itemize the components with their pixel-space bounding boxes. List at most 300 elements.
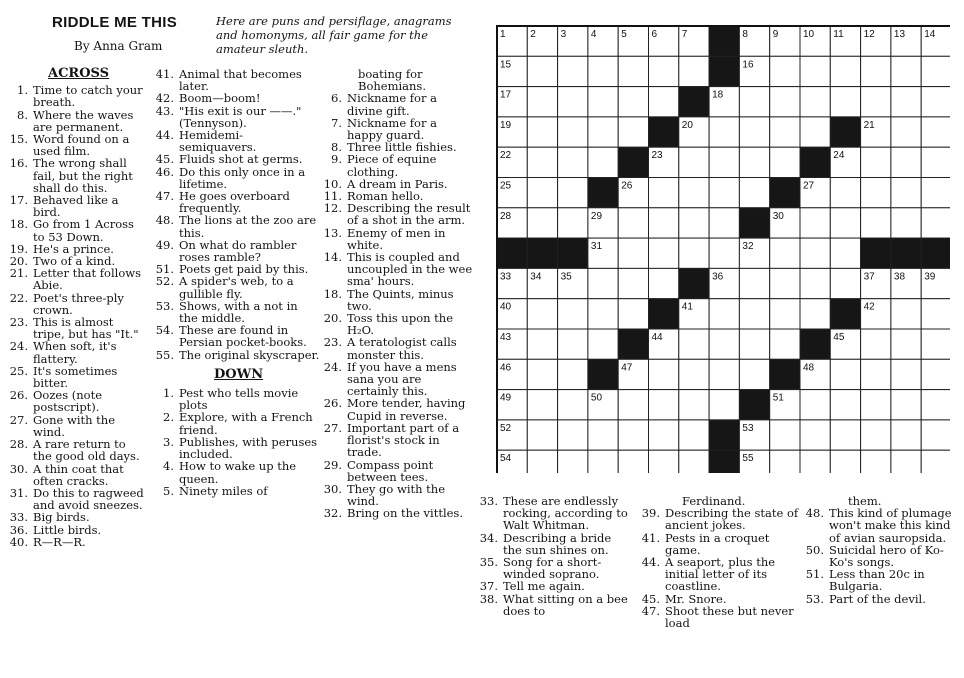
across-clue bbox=[4, 536, 144, 548]
clue-number: 8. bbox=[331, 140, 342, 155]
down-heading: DOWN bbox=[214, 366, 264, 382]
down-clue bbox=[474, 580, 632, 592]
clue-text: A seaport, plus the initial letter of its coastline. bbox=[665, 555, 776, 594]
clue-text: A rare return to the good old days. bbox=[33, 437, 140, 464]
clue-text: Describing a bride the sun shines on. bbox=[503, 530, 612, 557]
grid-cell[interactable] bbox=[921, 178, 950, 208]
grid-cell[interactable] bbox=[770, 238, 800, 268]
clue-text: It's sometimes bitter. bbox=[33, 363, 118, 391]
grid-cell[interactable] bbox=[921, 420, 950, 450]
grid-cell[interactable] bbox=[830, 359, 860, 389]
down-clue bbox=[474, 556, 632, 580]
grid-cell[interactable] bbox=[558, 450, 588, 473]
across-clue bbox=[4, 292, 144, 316]
across-clue bbox=[150, 300, 320, 324]
grid-cell[interactable] bbox=[921, 329, 950, 359]
clue-text: "His exit is our ——." (Tennyson). bbox=[179, 103, 302, 130]
clue-text: Enemy of men in white. bbox=[347, 225, 446, 252]
down-clue bbox=[150, 411, 320, 435]
grid-cell[interactable] bbox=[558, 87, 588, 117]
grid-cell[interactable] bbox=[861, 87, 891, 117]
grid-cell[interactable] bbox=[649, 359, 679, 389]
down-clue bbox=[636, 605, 802, 629]
across-clue bbox=[4, 109, 144, 133]
across-clue bbox=[150, 166, 320, 190]
black-square bbox=[709, 420, 739, 450]
grid-cell[interactable] bbox=[921, 450, 950, 473]
cell-number: 34 bbox=[530, 271, 542, 283]
down-clue bbox=[318, 422, 474, 459]
clue-number: 30. bbox=[9, 461, 28, 476]
clue-number: 33. bbox=[9, 510, 28, 525]
grid-cell[interactable] bbox=[891, 299, 921, 329]
clue-text: Poet's three-ply crown. bbox=[33, 290, 124, 317]
grid-cell[interactable] bbox=[800, 117, 830, 147]
clue-text: Two of a kind. bbox=[33, 254, 116, 269]
grid-cell[interactable] bbox=[830, 420, 860, 450]
grid-cell[interactable] bbox=[770, 147, 800, 177]
clue-text: A spider's web, to a gullible fly. bbox=[179, 274, 294, 301]
clue-number: 43. bbox=[155, 103, 174, 118]
grid-cell[interactable] bbox=[739, 117, 769, 147]
clue-text: A teratologist calls monster this. bbox=[347, 335, 457, 362]
grid-cell[interactable] bbox=[588, 420, 618, 450]
clue-number: 20. bbox=[9, 254, 28, 269]
grid-cell[interactable] bbox=[891, 208, 921, 238]
clue-number: 1. bbox=[17, 83, 28, 98]
grid-cell[interactable] bbox=[618, 208, 648, 238]
grid-cell[interactable] bbox=[558, 178, 588, 208]
black-square bbox=[649, 117, 679, 147]
grid-cell[interactable] bbox=[649, 178, 679, 208]
grid-cell[interactable] bbox=[830, 56, 860, 86]
clue-text: How to wake up the queen. bbox=[179, 459, 297, 486]
clue-text: He goes overboard frequently. bbox=[179, 189, 290, 216]
grid-cell[interactable] bbox=[527, 178, 557, 208]
grid-cell[interactable] bbox=[709, 178, 739, 208]
grid-cell[interactable] bbox=[618, 56, 648, 86]
grid-cell[interactable] bbox=[709, 117, 739, 147]
clue-number: 45. bbox=[155, 152, 174, 167]
clue-text: This is almost tripe, but has "It." bbox=[33, 315, 139, 342]
grid-cell[interactable] bbox=[679, 56, 709, 86]
clue-number: 9. bbox=[331, 152, 342, 167]
cell-number: 46 bbox=[500, 362, 512, 374]
cell-number: 47 bbox=[621, 362, 633, 374]
black-square bbox=[830, 117, 860, 147]
clue-text: Do this to ragweed and avoid sneezes. bbox=[33, 485, 144, 513]
grid-cell[interactable] bbox=[709, 359, 739, 389]
cell-number: 24 bbox=[833, 150, 845, 162]
black-square bbox=[618, 329, 648, 359]
clue-number: 27. bbox=[323, 420, 342, 435]
clue-number: 38. bbox=[479, 591, 498, 606]
clue-number: 40. bbox=[9, 534, 28, 549]
cell-number: 19 bbox=[500, 119, 512, 131]
clue-text: He's a prince. bbox=[33, 241, 114, 256]
grid-cell[interactable] bbox=[891, 56, 921, 86]
clue-number: 22. bbox=[9, 290, 28, 305]
across-clue bbox=[150, 349, 320, 361]
black-square bbox=[891, 238, 921, 268]
grid-cell[interactable] bbox=[649, 420, 679, 450]
black-square bbox=[770, 359, 800, 389]
clue-text: Boom—boom! bbox=[179, 91, 261, 106]
grid-cell[interactable] bbox=[679, 329, 709, 359]
grid-cell[interactable] bbox=[830, 87, 860, 117]
clue-number: 53. bbox=[155, 298, 174, 313]
grid-cell[interactable] bbox=[861, 450, 891, 473]
grid-cell[interactable] bbox=[588, 56, 618, 86]
grid-cell[interactable] bbox=[527, 117, 557, 147]
grid-cell[interactable] bbox=[527, 56, 557, 86]
grid-cell[interactable] bbox=[770, 299, 800, 329]
clue-text: Three little fishies. bbox=[347, 140, 457, 155]
clue-number: 4. bbox=[163, 459, 174, 474]
grid-cell[interactable] bbox=[618, 238, 648, 268]
down-clue bbox=[318, 227, 474, 251]
down-clue bbox=[474, 495, 632, 532]
grid-cell[interactable] bbox=[588, 329, 618, 359]
grid-cell[interactable] bbox=[527, 420, 557, 450]
grid-cell[interactable] bbox=[679, 178, 709, 208]
clue-number: 41. bbox=[155, 67, 174, 81]
cell-number: 33 bbox=[500, 271, 512, 283]
grid-cell[interactable] bbox=[921, 56, 950, 86]
grid-cell[interactable] bbox=[770, 56, 800, 86]
grid-cell[interactable] bbox=[921, 359, 950, 389]
grid-cell[interactable] bbox=[588, 87, 618, 117]
grid-cell[interactable] bbox=[527, 329, 557, 359]
grid-cell[interactable] bbox=[830, 178, 860, 208]
cell-number: 22 bbox=[500, 150, 512, 162]
clue-number: 15. bbox=[9, 132, 28, 147]
intro-text: Here are puns and persiflage, anagrams and homonyms, all fair game for the amateur sleuth. bbox=[216, 14, 452, 56]
grid-cell[interactable] bbox=[861, 208, 891, 238]
grid-cell[interactable] bbox=[618, 390, 648, 420]
grid-cell[interactable] bbox=[739, 359, 769, 389]
grid-cell[interactable] bbox=[861, 420, 891, 450]
clue-number: 41. bbox=[641, 530, 660, 545]
clue-number: 24. bbox=[323, 359, 342, 374]
grid-cell[interactable] bbox=[679, 147, 709, 177]
cell-number: 55 bbox=[742, 453, 754, 465]
clue-number: 2. bbox=[163, 410, 174, 425]
grid-cell[interactable] bbox=[558, 420, 588, 450]
across-heading: ACROSS bbox=[48, 66, 110, 81]
cell-number: 18 bbox=[712, 89, 724, 101]
black-square bbox=[709, 56, 739, 86]
grid-cell[interactable] bbox=[527, 147, 557, 177]
across-clue bbox=[150, 105, 320, 129]
cell-number: 30 bbox=[772, 210, 784, 222]
grid-cell[interactable] bbox=[739, 87, 769, 117]
cell-number: 35 bbox=[560, 271, 572, 283]
clue-text: Time to catch your breath. bbox=[33, 83, 143, 110]
clue-number: 23. bbox=[9, 315, 28, 330]
grid-cell[interactable] bbox=[588, 450, 618, 473]
grid-cell[interactable] bbox=[527, 208, 557, 238]
puzzle-title: RIDDLE ME THIS bbox=[52, 14, 178, 31]
grid-cell[interactable] bbox=[861, 56, 891, 86]
black-square bbox=[921, 238, 950, 268]
clue-column-1 bbox=[4, 68, 144, 548]
grid-cell[interactable] bbox=[679, 420, 709, 450]
clue-column-2 bbox=[150, 68, 320, 497]
grid-cell[interactable] bbox=[679, 208, 709, 238]
clue-text: Less than 20c in Bulgaria. bbox=[829, 567, 925, 594]
black-square bbox=[830, 299, 860, 329]
grid-cell[interactable] bbox=[588, 299, 618, 329]
grid-cell[interactable] bbox=[891, 147, 921, 177]
grid-cell[interactable] bbox=[558, 208, 588, 238]
grid-cell[interactable] bbox=[649, 450, 679, 473]
cell-number: 9 bbox=[772, 29, 779, 40]
clue-text: What sitting on a bee does to bbox=[503, 591, 628, 618]
grid-cell[interactable] bbox=[800, 299, 830, 329]
grid-cell[interactable] bbox=[618, 117, 648, 147]
grid-cell[interactable] bbox=[558, 56, 588, 86]
black-square bbox=[588, 178, 618, 208]
across-clue bbox=[150, 214, 320, 238]
grid-cell[interactable] bbox=[770, 420, 800, 450]
cell-number: 54 bbox=[500, 453, 512, 465]
grid-cell[interactable] bbox=[618, 450, 648, 473]
clue-continuation: them. bbox=[848, 494, 882, 508]
clue-continuation: Ferdinand. bbox=[682, 494, 746, 508]
cell-number: 42 bbox=[863, 301, 875, 313]
clue-number: 19. bbox=[9, 241, 28, 256]
grid-cell[interactable] bbox=[770, 450, 800, 473]
across-clue bbox=[150, 92, 320, 104]
clue-text: Song for a short-winded soprano. bbox=[503, 555, 602, 582]
across-clue bbox=[4, 84, 144, 108]
black-square bbox=[527, 238, 557, 268]
clue-text: Behaved like a bird. bbox=[33, 193, 119, 220]
grid-cell[interactable] bbox=[618, 299, 648, 329]
grid-cell[interactable] bbox=[527, 87, 557, 117]
grid-cell[interactable] bbox=[830, 238, 860, 268]
black-square bbox=[709, 450, 739, 473]
clue-number: 16. bbox=[9, 156, 28, 171]
clue-text: When soft, it's flattery. bbox=[33, 339, 117, 366]
grid-cell[interactable] bbox=[588, 117, 618, 147]
grid-cell[interactable] bbox=[679, 450, 709, 473]
grid-cell[interactable] bbox=[800, 208, 830, 238]
grid-cell[interactable] bbox=[618, 420, 648, 450]
grid-cell[interactable] bbox=[618, 87, 648, 117]
cell-number: 5 bbox=[621, 29, 627, 40]
cell-number: 53 bbox=[742, 422, 754, 434]
across-clue bbox=[4, 133, 144, 157]
cell-number: 16 bbox=[742, 59, 754, 71]
clue-number: 48. bbox=[155, 213, 174, 228]
grid-cell[interactable] bbox=[588, 268, 618, 298]
clue-text: The wrong shall fail, but the right shall do this. bbox=[33, 156, 133, 195]
clue-number: 33. bbox=[479, 494, 498, 508]
across-clue bbox=[4, 463, 144, 487]
grid-cell[interactable] bbox=[830, 390, 860, 420]
across-clue bbox=[4, 438, 144, 462]
grid-cell[interactable] bbox=[891, 450, 921, 473]
grid-cell[interactable] bbox=[558, 147, 588, 177]
across-clue bbox=[4, 487, 144, 511]
down-clue bbox=[318, 312, 474, 336]
grid-cell[interactable] bbox=[739, 178, 769, 208]
grid-cell[interactable] bbox=[649, 208, 679, 238]
black-square bbox=[739, 390, 769, 420]
grid-cell[interactable] bbox=[679, 390, 709, 420]
grid-cell[interactable] bbox=[830, 268, 860, 298]
grid-cell[interactable] bbox=[891, 87, 921, 117]
cell-number: 40 bbox=[500, 301, 512, 313]
cell-number: 52 bbox=[500, 422, 512, 434]
grid-cell[interactable] bbox=[527, 359, 557, 389]
grid-cell[interactable] bbox=[770, 87, 800, 117]
grid-cell[interactable] bbox=[891, 359, 921, 389]
grid-cell[interactable] bbox=[921, 390, 950, 420]
clue-text: Mr. Snore. bbox=[665, 591, 727, 606]
grid-cell[interactable] bbox=[861, 147, 891, 177]
clue-text: Word found on a used film. bbox=[33, 132, 130, 159]
cell-number: 23 bbox=[651, 150, 663, 162]
grid-cell[interactable] bbox=[527, 299, 557, 329]
grid-cell[interactable] bbox=[739, 299, 769, 329]
cell-number: 13 bbox=[893, 29, 906, 40]
grid-cell[interactable] bbox=[921, 87, 950, 117]
grid-cell[interactable] bbox=[649, 87, 679, 117]
clue-number: 28. bbox=[9, 437, 28, 452]
clue-text: A thin coat that often cracks. bbox=[33, 461, 124, 488]
cell-number: 17 bbox=[500, 89, 512, 101]
clue-text: Describing the state of ancient jokes. bbox=[665, 506, 799, 533]
grid-cell[interactable] bbox=[891, 178, 921, 208]
cell-number: 49 bbox=[500, 392, 512, 404]
cell-number: 21 bbox=[863, 119, 875, 131]
cell-number: 2 bbox=[530, 29, 536, 40]
grid-cell[interactable] bbox=[921, 299, 950, 329]
grid-cell[interactable] bbox=[739, 268, 769, 298]
clue-number: 50. bbox=[805, 542, 824, 557]
grid-cell[interactable] bbox=[527, 450, 557, 473]
crossword-grid bbox=[496, 25, 950, 473]
clue-column-5 bbox=[636, 495, 802, 629]
grid-cell[interactable] bbox=[558, 390, 588, 420]
grid-cell[interactable] bbox=[861, 390, 891, 420]
grid-cell[interactable] bbox=[558, 117, 588, 147]
grid-cell[interactable] bbox=[527, 390, 557, 420]
black-square bbox=[770, 178, 800, 208]
grid-cell[interactable] bbox=[800, 420, 830, 450]
across-clue bbox=[150, 190, 320, 214]
grid-cell[interactable] bbox=[709, 390, 739, 420]
down-clue bbox=[800, 568, 962, 592]
clue-number: 1. bbox=[163, 386, 174, 401]
grid-cell[interactable] bbox=[891, 390, 921, 420]
clue-text: Toss this upon the H₂O. bbox=[347, 311, 454, 338]
grid-cell[interactable] bbox=[709, 299, 739, 329]
grid-cell[interactable] bbox=[739, 147, 769, 177]
clue-text: Little birds. bbox=[33, 522, 102, 537]
clue-number: 34. bbox=[479, 530, 498, 545]
grid-cell[interactable] bbox=[800, 238, 830, 268]
grid-cell[interactable] bbox=[709, 238, 739, 268]
black-square bbox=[588, 359, 618, 389]
across-clue bbox=[4, 157, 144, 194]
grid-cell[interactable] bbox=[830, 450, 860, 473]
grid-cell[interactable] bbox=[739, 329, 769, 359]
cell-number: 1 bbox=[500, 29, 506, 40]
clue-number: 54. bbox=[155, 323, 174, 338]
across-clue bbox=[4, 218, 144, 242]
clue-text: The original skyscraper. bbox=[179, 347, 320, 362]
grid-cell[interactable] bbox=[618, 268, 648, 298]
grid-cell[interactable] bbox=[921, 117, 950, 147]
grid-cell[interactable] bbox=[770, 329, 800, 359]
grid-cell[interactable] bbox=[800, 390, 830, 420]
grid-cell[interactable] bbox=[800, 268, 830, 298]
grid-cell[interactable] bbox=[800, 56, 830, 86]
grid-cell[interactable] bbox=[558, 359, 588, 389]
grid-cell[interactable] bbox=[891, 420, 921, 450]
grid-cell[interactable] bbox=[770, 117, 800, 147]
grid-cell[interactable] bbox=[679, 238, 709, 268]
clue-number: 30. bbox=[323, 481, 342, 496]
clue-number: 3. bbox=[163, 434, 174, 449]
grid-cell[interactable] bbox=[891, 329, 921, 359]
clue-number: 14. bbox=[323, 250, 342, 265]
grid-cell[interactable] bbox=[830, 208, 860, 238]
clue-text: Shoot these but never load bbox=[665, 603, 794, 631]
grid-cell[interactable] bbox=[861, 329, 891, 359]
grid-cell[interactable] bbox=[921, 147, 950, 177]
black-square bbox=[800, 329, 830, 359]
clue-text: Compass point between tees. bbox=[347, 457, 434, 484]
grid-cell[interactable] bbox=[558, 299, 588, 329]
grid-cell[interactable] bbox=[558, 329, 588, 359]
grid-cell[interactable] bbox=[709, 208, 739, 238]
grid-cell[interactable] bbox=[861, 178, 891, 208]
cell-number: 38 bbox=[893, 271, 906, 283]
clue-number: 8. bbox=[17, 107, 28, 122]
grid-cell[interactable] bbox=[649, 268, 679, 298]
grid-cell[interactable] bbox=[709, 147, 739, 177]
grid-cell[interactable] bbox=[649, 56, 679, 86]
clue-text: Tell me again. bbox=[503, 579, 585, 594]
clue-text: If you have a mens sana you are certainly this. bbox=[347, 359, 457, 399]
grid-cell[interactable] bbox=[800, 87, 830, 117]
grid-cell[interactable] bbox=[861, 359, 891, 389]
clue-column-3 bbox=[318, 68, 474, 520]
cell-number: 50 bbox=[590, 392, 603, 404]
clue-number: 29. bbox=[323, 457, 342, 472]
grid-cell[interactable] bbox=[709, 329, 739, 359]
down-clue bbox=[150, 485, 320, 497]
across-clue bbox=[150, 275, 320, 299]
grid-cell[interactable] bbox=[800, 450, 830, 473]
across-clue bbox=[4, 511, 144, 523]
grid-cell[interactable] bbox=[649, 238, 679, 268]
grid-cell[interactable] bbox=[770, 268, 800, 298]
grid-cell[interactable] bbox=[891, 117, 921, 147]
cell-number: 48 bbox=[803, 362, 815, 374]
grid-cell[interactable] bbox=[679, 359, 709, 389]
grid-cell[interactable] bbox=[588, 147, 618, 177]
clue-number: 26. bbox=[9, 388, 28, 403]
grid-cell[interactable] bbox=[921, 208, 950, 238]
clue-text: R—R—R. bbox=[33, 534, 86, 549]
grid-cell[interactable] bbox=[649, 390, 679, 420]
